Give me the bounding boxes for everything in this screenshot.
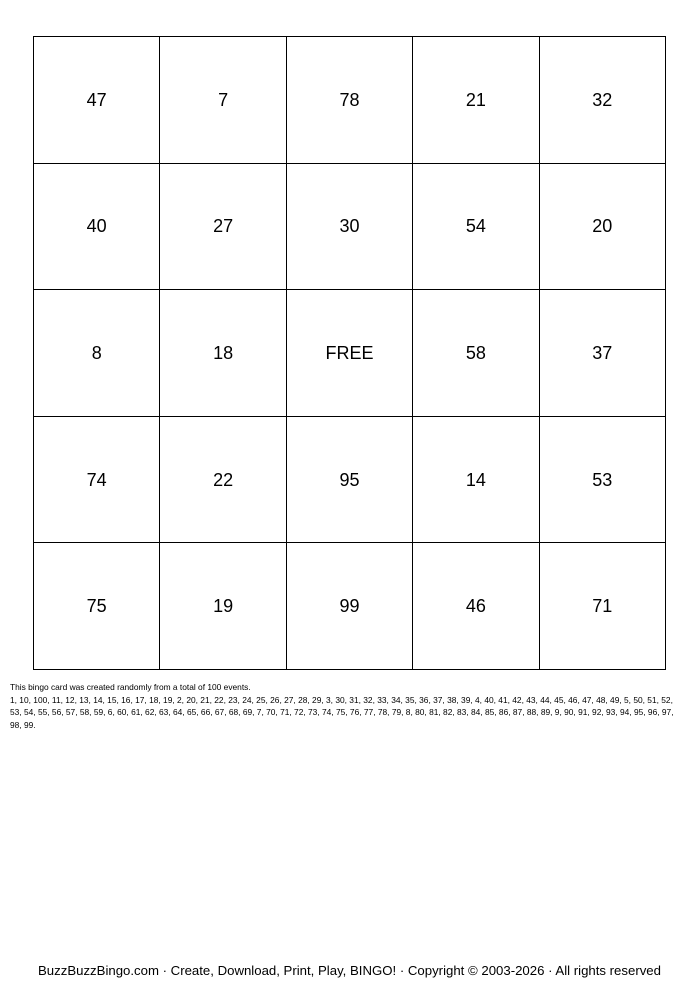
footer-copyright: BuzzBuzzBingo.com · Create, Download, Print, Play, BINGO! · Copyright © 2003-2026 · All rights reserved — [38, 963, 661, 978]
bingo-cell: 20 — [540, 164, 666, 291]
bingo-cell: 54 — [413, 164, 539, 291]
bingo-card-grid — [33, 36, 666, 670]
bingo-cell: 71 — [540, 543, 666, 670]
bingo-cell: 74 — [34, 417, 160, 544]
bingo-cell: 27 — [160, 164, 286, 291]
events-list: 1, 10, 100, 11, 12, 13, 14, 15, 16, 17, 18, 19, 2, 20, 21, 22, 23, 24, 25, 26, 27, 28, 29, 3, 30, 31, 32, 33, 34, 35, 36, 37, 38, 39, 4, 40, 41, 42, 43, 44, 45, 46, 47, 48, 49, 5, 50, 51, 52, 53, 54, 55, 56, 57, 58, 59, 6, 60, 61, 62, 63, 64, 65, 66, 67, 68, 69, 7, 70, 71, 72, 73, 74, 75, 76, 77, 78, 79, 8, 80, 81, 82, 83, 84, 85, 86, 87, 88, 89, 9, 90, 91, 92, 93, 94, 95, 96, 97, 98, 99. — [10, 694, 674, 730]
bingo-cell: 19 — [160, 543, 286, 670]
bingo-cell: 8 — [34, 290, 160, 417]
bingo-cell: 14 — [413, 417, 539, 544]
bingo-cell: 95 — [287, 417, 413, 544]
bingo-cell: 37 — [540, 290, 666, 417]
bingo-cell: 99 — [287, 543, 413, 670]
bingo-cell: 18 — [160, 290, 286, 417]
bingo-cell: 58 — [413, 290, 539, 417]
bingo-cell: 22 — [160, 417, 286, 544]
bingo-cell: 21 — [413, 37, 539, 164]
bingo-cell: 78 — [287, 37, 413, 164]
card-info — [10, 681, 686, 731]
bingo-cell: 47 — [34, 37, 160, 164]
bingo-cell: 40 — [34, 164, 160, 291]
bingo-free-cell: FREE — [287, 290, 413, 417]
bingo-cell: 75 — [34, 543, 160, 670]
bingo-cell: 32 — [540, 37, 666, 164]
bingo-cell: 53 — [540, 417, 666, 544]
bingo-cell: 46 — [413, 543, 539, 670]
card-description: This bingo card was created randomly from a total of 100 events. — [10, 682, 251, 692]
bingo-cell: 30 — [287, 164, 413, 291]
bingo-cell: 7 — [160, 37, 286, 164]
